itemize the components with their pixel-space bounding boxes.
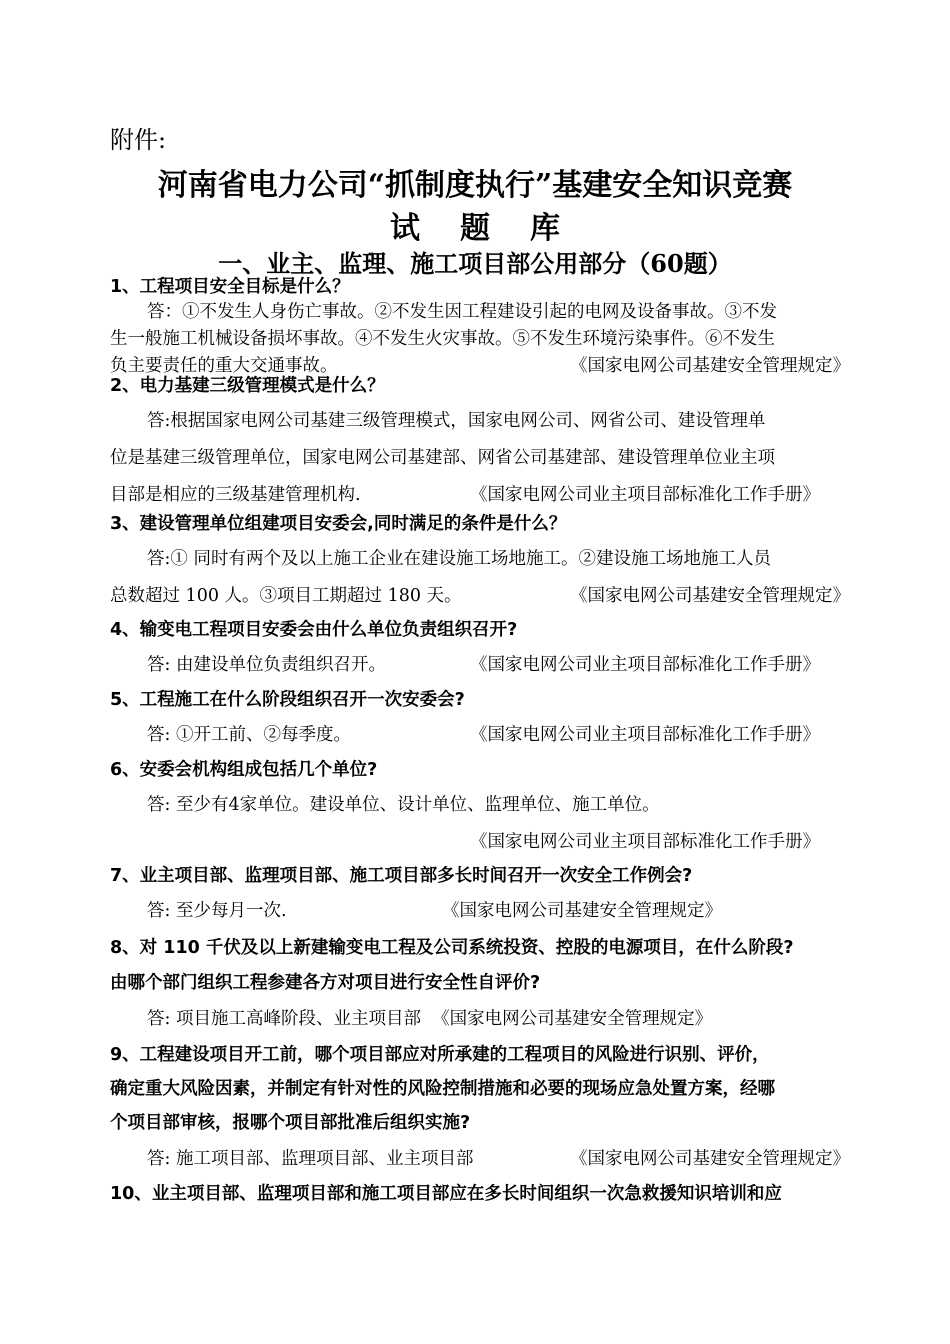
answer-3 — [110, 541, 850, 615]
document-title: 河南省电力公司“抓制度执行”基建安全知识竞赛 — [157, 168, 793, 203]
subtitle-char-1: 试 — [390, 211, 420, 246]
answer-text: 目部是相应的三级基建管理机构. — [110, 485, 361, 505]
answer-7 — [110, 893, 850, 930]
question-7: 7、业主项目部、监理项目部、施工项目部多长时间召开一次安全工作例会? — [110, 866, 693, 886]
answer-text: 答: ①开工前、②每季度。 — [147, 725, 351, 745]
question-line: 9、工程建设项目开工前，哪个项目部应对所承建的工程项目的风险进行识别、评价， — [110, 1045, 770, 1065]
answer-line — [110, 1001, 850, 1038]
subtitle-char-3: 库 — [530, 211, 560, 246]
answer-1 — [110, 299, 850, 380]
answer-line — [110, 893, 850, 930]
question-8 — [110, 931, 850, 1001]
answer-line — [110, 1141, 850, 1178]
section-heading: 一、业主、监理、施工项目部公用部分（60题） — [218, 249, 732, 278]
answer-line: 答:根据国家电网公司基建三级管理模式，国家电网公司、网省公司、建设管理单 — [147, 411, 766, 431]
answer-4 — [110, 647, 850, 684]
attachment-label: 附件: — [110, 126, 167, 154]
answer-text: 答: 项目施工高峰阶段、业主项目部 — [147, 1009, 421, 1029]
answer-line: 答: 至少有4家单位。建设单位、设计单位、监理单位、施工单位。 — [147, 795, 660, 815]
question-line: 确定重大风险因素，并制定有针对性的风险控制措施和必要的现场应急处置方案，经哪 — [110, 1079, 775, 1099]
source-citation: 《国家电网公司业主项目部标准化工作手册》 — [470, 655, 820, 675]
subtitle-char-2: 题 — [460, 211, 490, 246]
question-10: 10、业主项目部、监理项目部和施工项目部应在多长时间组织一次急救援知识培训和应 — [110, 1184, 782, 1204]
answer-line: 位是基建三级管理单位，国家电网公司基建部、网省公司基建部、建设管理单位业主项 — [110, 448, 775, 468]
source-citation: 《国家电网公司基建安全管理规定》 — [570, 1149, 850, 1169]
question-5: 5、工程施工在什么阶段组织召开一次安委会? — [110, 690, 465, 710]
answer-line — [110, 824, 850, 861]
answer-5 — [110, 717, 850, 754]
question-1: 1、工程项目安全目标是什么？ — [110, 277, 350, 297]
answer-8 — [110, 1001, 850, 1038]
answer-2 — [110, 403, 850, 514]
answer-line: 答:① 同时有两个及以上施工企业在建设施工场地施工。②建设施工场地施工人员 — [147, 549, 771, 569]
source-citation: 《国家电网公司基建安全管理规定》 — [570, 586, 850, 606]
answer-line: 答：①不发生人身伤亡事故。②不发生因工程建设引起的电网及设备事故。③不发 — [147, 302, 777, 322]
answer-9 — [110, 1141, 850, 1178]
question-4: 4、输变电工程项目安委会由什么单位负责组织召开? — [110, 620, 518, 640]
answer-6 — [110, 787, 850, 861]
question-3: 3、建设管理单位组建项目安委会,同时满足的条件是什么？ — [110, 514, 567, 534]
answer-line — [110, 578, 850, 615]
question-line: 8、对 110 千伏及以上新建输变电工程及公司系统投资、控股的电源项目，在什么阶段? — [110, 938, 794, 958]
answer-text: 答: 至少每月一次. — [147, 901, 287, 921]
document-subtitle — [0, 203, 950, 247]
source-citation: 《国家电网公司业主项目部标准化工作手册》 — [470, 725, 820, 745]
answer-text: 答: 施工项目部、监理项目部、业主项目部 — [147, 1149, 474, 1169]
question-2: 2、电力基建三级管理模式是什么？ — [110, 376, 385, 396]
answer-line — [110, 717, 850, 754]
answer-text: 答: 由建设单位负责组织召开。 — [147, 655, 386, 675]
answer-text: 总数超过 100 人。③项目工期超过 180 天。 — [110, 586, 462, 606]
source-citation: 《国家电网公司业主项目部标准化工作手册》 — [470, 832, 820, 852]
question-line: 个项目部审核，报哪个项目部批准后组织实施? — [110, 1113, 471, 1133]
answer-line — [110, 647, 850, 684]
answer-text: 负主要责任的重大交通事故。 — [110, 356, 338, 376]
source-citation: 《国家电网公司基建安全管理规定》 — [570, 356, 850, 376]
question-6: 6、安委会机构组成包括几个单位? — [110, 760, 378, 780]
answer-line: 生一般施工机械设备损坏事故。④不发生火灾事故。⑤不发生环境污染事件。⑥不发生 — [110, 329, 775, 349]
question-9 — [110, 1038, 850, 1140]
source-citation: 《国家电网公司基建安全管理规定》 — [432, 1009, 713, 1029]
source-citation: 《国家电网公司业主项目部标准化工作手册》 — [470, 485, 820, 505]
question-line: 由哪个部门组织工程参建各方对项目进行安全性自评价? — [110, 973, 541, 993]
source-citation: 《国家电网公司基建安全管理规定》 — [442, 901, 722, 921]
